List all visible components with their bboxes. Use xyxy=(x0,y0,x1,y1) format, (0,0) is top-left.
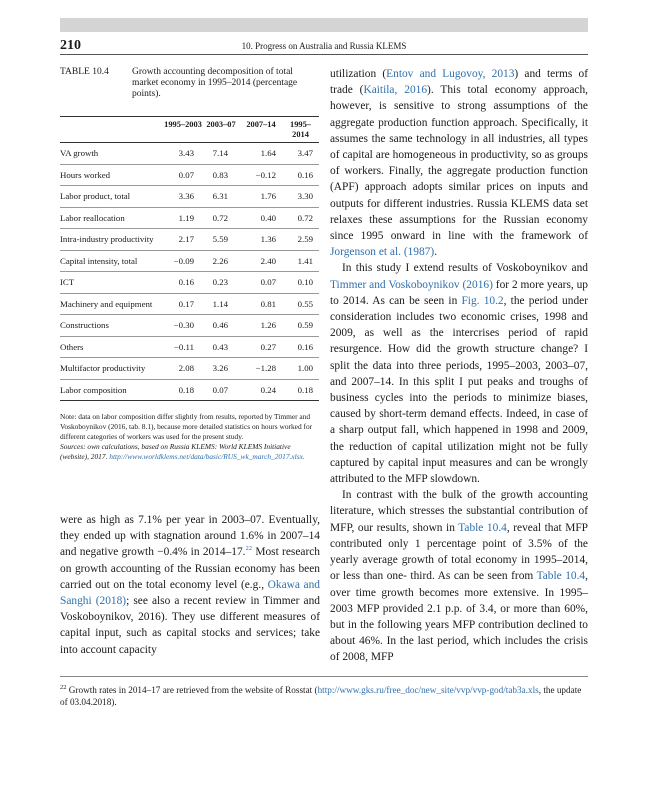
row-label: Intra-industry productivity xyxy=(60,229,164,251)
row-value: 3.47 xyxy=(282,143,319,165)
table-link[interactable]: Table 10.4 xyxy=(458,521,507,534)
row-value: 0.18 xyxy=(164,379,202,401)
footnote-22 xyxy=(60,684,588,708)
row-value: 7.14 xyxy=(202,143,240,165)
row-value: 3.43 xyxy=(164,143,202,165)
table-row xyxy=(60,336,319,358)
table-header-cell: 2003–07 xyxy=(202,117,240,143)
row-label: ICT xyxy=(60,272,164,294)
figure-link[interactable]: Fig. 10.2 xyxy=(461,294,504,307)
row-label: Others xyxy=(60,336,164,358)
row-value: 2.40 xyxy=(240,250,282,272)
row-label: VA growth xyxy=(60,143,164,165)
text-run: , the period under consideration includes two economic crises, 1998 and 2009, as well as the intercrises period of rapid resurgence. How did the growth structure change? I split the data into three periods, 1995–2003, 2003–07, and 2007–14. In this split I put peaks and troughs of business cycles into the periods to minimize biases, caused by short-term demand effects. Indeed, in case of a sharp output fall, which happened in 1998 and 2009, the reduction of capital utilization might not be fully captured by capital input measures and can be wrongly attributed to the MFP slowdown. xyxy=(330,294,588,486)
row-value: 1.64 xyxy=(240,143,282,165)
row-value: 0.07 xyxy=(202,379,240,401)
table-sources-link[interactable]: http://www.worldklems.net/data/basic/RUS_wk_march_2017.xlsx. xyxy=(109,452,305,461)
row-value: 1.00 xyxy=(282,358,319,380)
top-gray-bar xyxy=(60,18,588,32)
table-row xyxy=(60,358,319,380)
table-sources xyxy=(60,442,320,462)
table-label: TABLE 10.4 xyxy=(60,67,109,77)
right-column-text xyxy=(330,66,588,666)
row-value: 3.26 xyxy=(202,358,240,380)
row-value: 0.17 xyxy=(164,293,202,315)
row-value: 0.16 xyxy=(164,272,202,294)
table-note-text: Note: data on labor composition differ slightly from results, reported by Timmer and Voskoboynikov (2016, tab. 8.1), because more detailed statistics on hours worked for different categories of workers was used for the present study. xyxy=(60,412,313,441)
row-value: 0.24 xyxy=(240,379,282,401)
row-value: 0.46 xyxy=(202,315,240,337)
rosstat-link[interactable]: http://www.gks.ru/free_doc/new_site/vvp/vvp-god/tab3a.xls xyxy=(317,685,539,695)
text-run: , reveal that MFP contributed only 1 percentage point of 3.5% of the yearly average growth of total economy in 1995–2014, or less than one- third. As can be seen from xyxy=(330,521,588,583)
row-value: 0.07 xyxy=(164,164,202,186)
row-value: 0.16 xyxy=(282,164,319,186)
row-label: Multifactor productivity xyxy=(60,358,164,380)
growth-accounting-table xyxy=(60,116,319,401)
row-value: 0.10 xyxy=(282,272,319,294)
table-row xyxy=(60,293,319,315)
text-run: , the update of 03.04.2018). xyxy=(60,685,582,707)
citation-link[interactable]: Entov and Lugovoy, 2013 xyxy=(386,68,515,80)
row-label: Labor product, total xyxy=(60,186,164,208)
text-run: In this study I extend results of Voskoboynikov and xyxy=(342,262,588,275)
row-value: 3.30 xyxy=(282,186,319,208)
row-label: Constructions xyxy=(60,315,164,337)
table-header-blank xyxy=(60,117,164,143)
citation-link[interactable]: Timmer and Voskoboynikov (2016) xyxy=(330,278,493,291)
row-label: Hours worked xyxy=(60,164,164,186)
table-note xyxy=(60,412,320,462)
table-row xyxy=(60,186,319,208)
page-header xyxy=(60,38,588,55)
text-run: In contrast with the bulk of the growth accounting literature, which stresses the substantial contribution of MFP, our results, shown in xyxy=(330,489,588,534)
table-row xyxy=(60,272,319,294)
table-header-cell: 1995–2003 xyxy=(164,117,202,143)
text-run: for 2 more years, up to 2014. As can be seen in xyxy=(330,278,589,307)
row-label: Labor composition xyxy=(60,379,164,401)
row-value: 1.36 xyxy=(240,229,282,251)
right-paragraph-3 xyxy=(330,487,588,665)
row-value: −0.11 xyxy=(164,336,202,358)
table-row xyxy=(60,315,319,337)
table-row xyxy=(60,164,319,186)
table-link[interactable]: Table 10.4 xyxy=(536,570,586,583)
table-sources-text: Sources: own calculations, based on Russia KLEMS: World KLEMS Initiative (website), 2017. xyxy=(60,442,291,461)
row-value: 0.40 xyxy=(240,207,282,229)
row-value: 2.26 xyxy=(202,250,240,272)
row-value: 6.31 xyxy=(202,186,240,208)
footnote-rule xyxy=(60,676,588,677)
row-value: 5.59 xyxy=(202,229,240,251)
row-value: 0.81 xyxy=(240,293,282,315)
citation-link[interactable]: Jorgenson et al. (1987) xyxy=(330,246,435,259)
row-value: −0.12 xyxy=(240,164,282,186)
left-column-text xyxy=(60,512,320,658)
citation-link[interactable]: Kaitila, 2016 xyxy=(363,84,428,97)
row-value: 0.23 xyxy=(202,272,240,294)
table-body xyxy=(60,143,319,401)
row-value: 0.43 xyxy=(202,336,240,358)
row-value: 1.76 xyxy=(240,186,282,208)
row-value: 0.07 xyxy=(240,272,282,294)
text-run: ) and terms of trade ( xyxy=(330,68,589,97)
row-value: 0.18 xyxy=(282,379,319,401)
page-number: 210 xyxy=(60,38,81,53)
text-run: ). This total economy approach, however, is sensitive to strong assumptions of the aggregate production function approach. Specifically, it assumes the same technology in all industries, all types of capital are homogeneous in productivity, so as groups of workers. Finally, the aggregate production function (APF) approach adopts similar prices on inputs and outputs for different industries. Russia KLEMS data set relaxes these assumptions for the Russian economy since 1995 onward in line with the framework of xyxy=(330,84,588,243)
row-value: 0.83 xyxy=(202,164,240,186)
running-head: 10. Progress on Australia and Russia KLEMS xyxy=(241,41,407,51)
text-run: were as high as 7.1% per year in 2003–07. Eventually, they ended up with stagnation around 1.6% in 2007–14 and negative growth −0.4% in 2014–17. xyxy=(60,514,320,559)
row-value: 1.26 xyxy=(240,315,282,337)
table-header-cell: 1995–2014 xyxy=(282,117,319,143)
row-value: 0.72 xyxy=(282,207,319,229)
row-label: Labor reallocation xyxy=(60,207,164,229)
table-row xyxy=(60,229,319,251)
text-run: . xyxy=(434,246,438,259)
table-row xyxy=(60,379,319,401)
left-paragraph xyxy=(60,512,320,658)
row-value: 1.41 xyxy=(282,250,319,272)
footnote-ref-22[interactable]: 22 xyxy=(245,545,253,553)
right-paragraph-2 xyxy=(330,260,588,487)
citation-link[interactable]: Okawa and Sanghi (2018) xyxy=(60,578,320,608)
text-run: , over time growth becomes more extensive. In 1995–2003 MFP provided 2.1 p.p. of 3.4, or more than 60%, but in the following years MFP contribution declined to about 46%. In the last period, which includes the crisis of 2008, MFP xyxy=(330,570,588,664)
row-value: 2.59 xyxy=(282,229,319,251)
row-value: 1.19 xyxy=(164,207,202,229)
row-value: −1.28 xyxy=(240,358,282,380)
row-value: 1.14 xyxy=(202,293,240,315)
row-value: 0.59 xyxy=(282,315,319,337)
text-run: utilization ( xyxy=(330,68,387,80)
row-label: Machinery and equipment xyxy=(60,293,164,315)
right-paragraph-1 xyxy=(330,66,588,260)
row-value: −0.30 xyxy=(164,315,202,337)
text-run: ; see also a recent review in Timmer and Voskoboynikov, 2016). They use different measures of capital input, such as capital stocks and services; take into account capacity xyxy=(60,595,320,656)
row-value: 2.08 xyxy=(164,358,202,380)
table-row xyxy=(60,207,319,229)
row-value: 2.17 xyxy=(164,229,202,251)
table-header-cell: 2007–14 xyxy=(240,117,282,143)
table-row xyxy=(60,143,319,165)
table-row xyxy=(60,250,319,272)
row-value: 0.72 xyxy=(202,207,240,229)
table-caption-text: Growth accounting decomposition of total market economy in 1995–2014 (percentage points). xyxy=(132,67,298,99)
row-value: 3.36 xyxy=(164,186,202,208)
row-value: 0.55 xyxy=(282,293,319,315)
row-value: −0.09 xyxy=(164,250,202,272)
row-value: 0.27 xyxy=(240,336,282,358)
text-run: Most research on growth accounting of the Russian economy has been carried out on the total economy level (e.g., xyxy=(60,546,320,591)
footnote-number: 22 xyxy=(60,683,67,691)
table-header-row xyxy=(60,117,319,143)
row-value: 0.16 xyxy=(282,336,319,358)
text-run: Growth rates in 2014–17 are retrieved from the website of Rosstat ( xyxy=(66,685,318,695)
row-label: Capital intensity, total xyxy=(60,250,164,272)
